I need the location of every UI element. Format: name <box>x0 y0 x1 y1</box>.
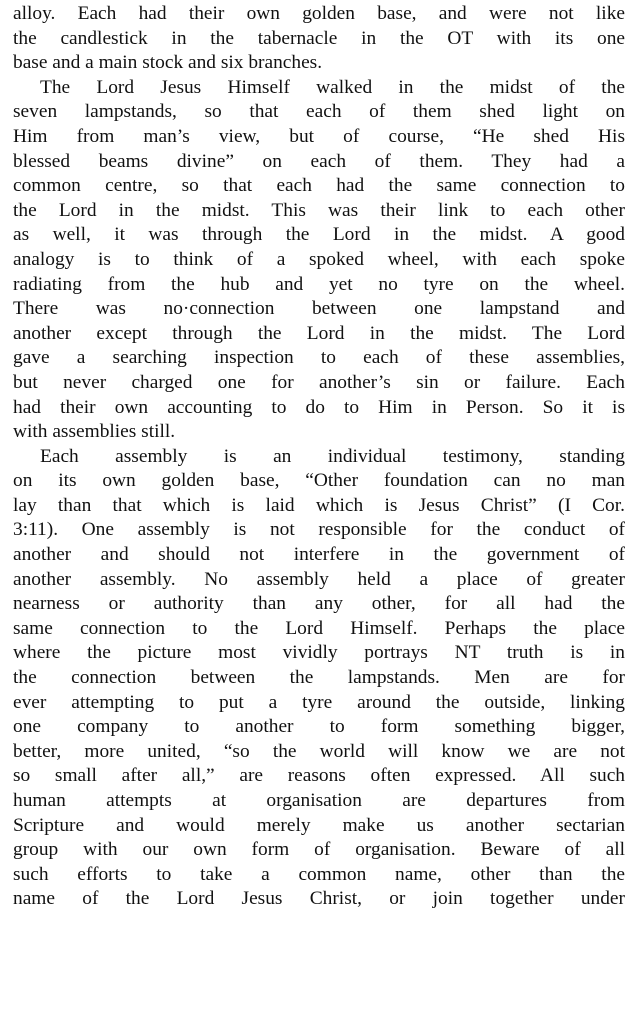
text-line: as well, it was through the Lord in the midst. A good <box>13 224 625 246</box>
text-line: Him from man’s view, but of course, “He shed His <box>13 125 625 147</box>
text-line: nearness or authority than any other, for all had the <box>13 593 625 615</box>
document-page <box>13 2 625 912</box>
text-line: Scripture and would merely make us another sectarian <box>13 814 625 836</box>
text-line: the candlestick in the tabernacle in the OT with its one <box>13 27 625 49</box>
text-line: human attempts at organisation are departures from <box>13 790 625 811</box>
text-line: with assemblies still. <box>13 421 176 443</box>
text-line: blessed beams divine” on each of them. They had a <box>13 150 625 172</box>
text-line: same connection to the Lord Himself. Perhaps the place <box>13 617 625 639</box>
text-line: radiating from the hub and yet no tyre on the wheel. <box>13 273 625 295</box>
text-line: such efforts to take a common name, other than the <box>13 863 625 885</box>
text-line: alloy. Each had their own golden base, and were not like <box>13 3 625 24</box>
text-line: one company to another to form something bigger, <box>13 716 625 738</box>
paragraph-2 <box>13 76 625 445</box>
text-line: analogy is to think of a spoked wheel, with each spoke <box>13 248 625 270</box>
text-line: better, more united, “so the world will know we are not <box>13 740 625 762</box>
text-line: There was no·connection between one lampstand and <box>13 298 625 320</box>
text-line: another and should not interfere in the government of <box>13 544 625 566</box>
text-line: so small after all,” are reasons often expressed. All such <box>13 765 625 787</box>
text-line: base and a main stock and six branches. <box>13 52 323 74</box>
text-line: name of the Lord Jesus Christ, or join together under <box>13 888 625 910</box>
text-line: The Lord Jesus Himself walked in the midst of the <box>40 76 625 98</box>
text-line: seven lampstands, so that each of them shed light on <box>13 101 625 123</box>
text-line: group with our own form of organisation. Beware of all <box>13 839 625 861</box>
text-line: gave a searching inspection to each of these assemblies, <box>13 347 625 369</box>
text-line: the connection between the lampstands. Men are for <box>13 667 625 689</box>
text-line: common centre, so that each had the same connection to <box>13 175 625 197</box>
paragraph-3 <box>13 445 625 912</box>
text-line: another assembly. No assembly held a place of greater <box>13 568 625 590</box>
text-line: the Lord in the midst. This was their link to each other <box>13 199 625 221</box>
text-line: another except through the Lord in the midst. The Lord <box>13 322 625 344</box>
text-line: but never charged one for another’s sin or failure. Each <box>13 371 625 393</box>
paragraph-1 <box>13 2 625 76</box>
text-line: lay than that which is laid which is Jesus Christ” (I Cor. <box>13 494 625 516</box>
text-line: Each assembly is an individual testimony, standing <box>40 445 625 467</box>
text-line: had their own accounting to do to Him in Person. So it is <box>13 396 625 418</box>
text-line: ever attempting to put a tyre around the outside, linking <box>13 691 625 713</box>
text-line: 3:11). One assembly is not responsible for the conduct of <box>13 519 625 541</box>
text-line: where the picture most vividly portrays NT truth is in <box>13 642 625 664</box>
text-line: on its own golden base, “Other foundation can no man <box>13 470 625 492</box>
